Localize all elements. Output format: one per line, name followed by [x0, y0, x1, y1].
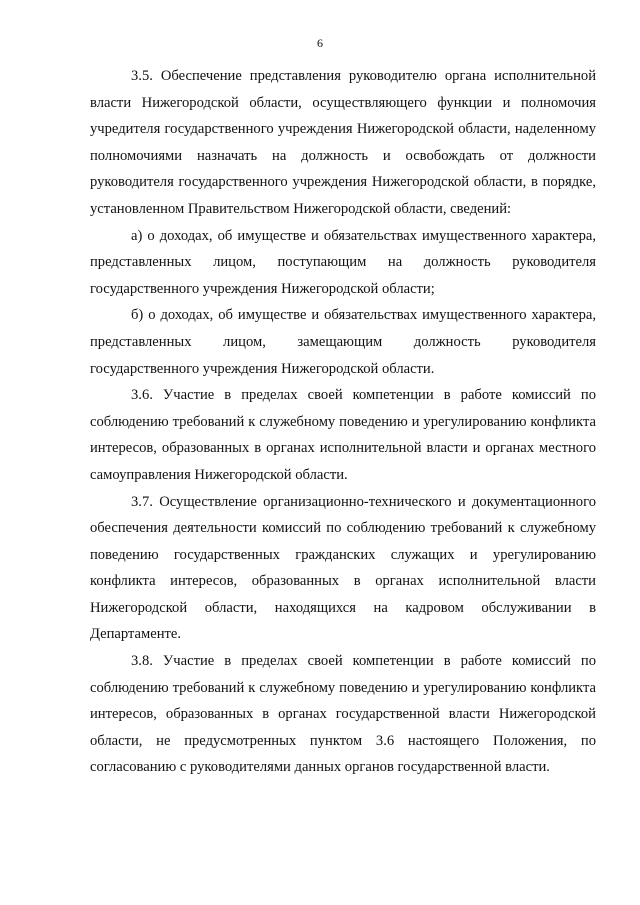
page-number: 6 [317, 36, 323, 50]
paragraph-3-5: 3.5. Обеспечение представления руководителю органа исполнительной власти Нижегородской области, осуществляющего функции и полномочия учредителя государственного учреждения Нижегородской области, наделенному полномочиями назначать на должность и освобождать от должности руководителя государственного учреждения Нижегородской области, в порядке, установленном Правительством Нижегородской области, сведений: [90, 68, 596, 217]
document-body [90, 63, 596, 781]
paragraph-3-8: 3.8. Участие в пределах своей компетенции в работе комиссий по соблюдению требований к служебному поведению и урегулированию конфликта интересов, образованных в органах государственной власти Нижегородской области, не предусмотренных пунктом 3.6 настоящего Положения, по согласованию с руководителями данных органов государственной власти. [90, 653, 596, 776]
paragraph-3-7: 3.7. Осуществление организационно-технического и документационного обеспечения деятельности комиссий по соблюдению требований к служебному поведению государственных гражданских служащих и урегулированию конфликта интересов, образованных в органах исполнительной власти Нижегородской области, находящихся на кадровом обслуживании в Департаменте. [90, 493, 596, 643]
paragraph-3-5-a: а) о доходах, об имуществе и обязательствах имущественного характера, представленных лицом, поступающим на должность руководителя государственного учреждения Нижегородской области; [90, 227, 596, 297]
paragraph-3-5-b: б) о доходах, об имуществе и обязательствах имущественного характера, представленных лицом, замещающим должность руководителя государственного учреждения Нижегородской области. [90, 307, 596, 377]
paragraph-3-6: 3.6. Участие в пределах своей компетенции в работе комиссий по соблюдению требований к служебному поведению и урегулированию конфликта интересов, образованных в органах исполнительной власти и органах местного самоуправления Нижегородской области. [90, 387, 596, 483]
